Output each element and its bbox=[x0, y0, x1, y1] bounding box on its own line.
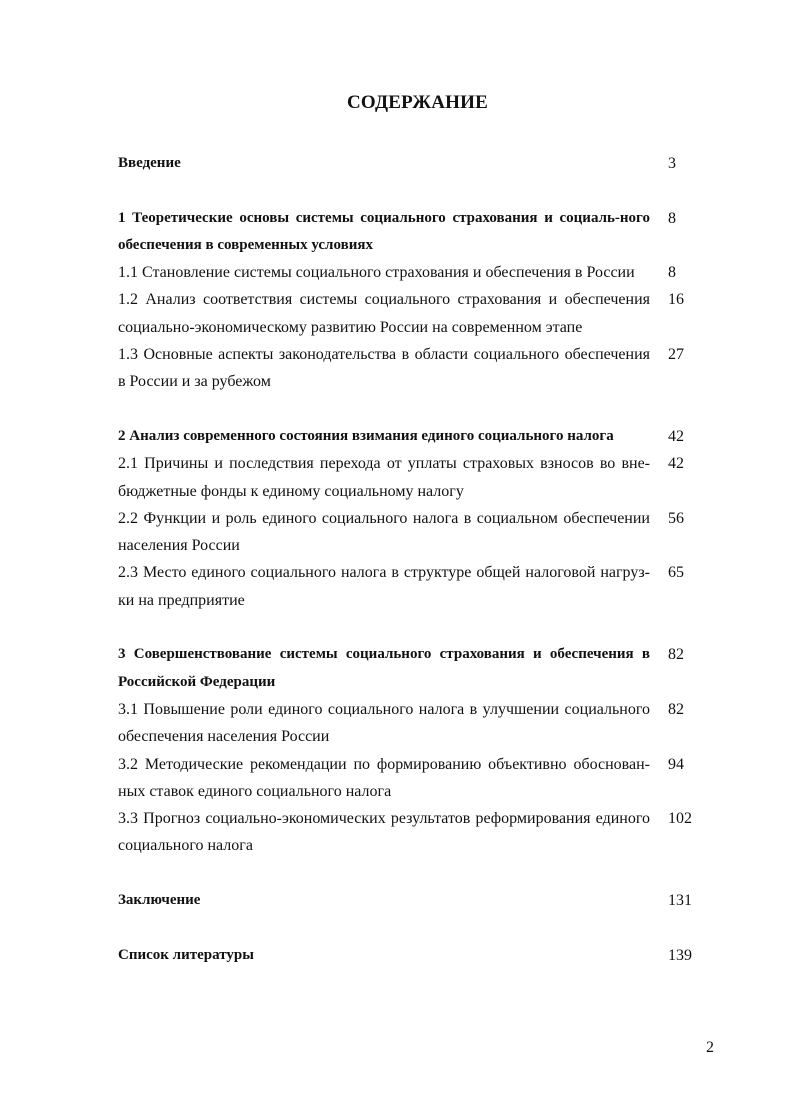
toc-entry-label: 1.1 Становление системы социального страхования и обеспечения в России bbox=[118, 264, 635, 282]
toc-entry-conclusion[interactable] bbox=[118, 887, 698, 914]
toc-entry-label: 2.2 Функции и роль единого социального налога в социальном обеспечении населения России bbox=[118, 509, 650, 555]
toc-entry-label: Список литературы bbox=[118, 946, 254, 963]
toc-entry-page: 3 bbox=[668, 155, 676, 172]
toc-entry-page: 8 bbox=[668, 209, 676, 227]
toc-entry-chapter-1[interactable] bbox=[118, 205, 698, 260]
toc-entry-page: 82 bbox=[668, 700, 684, 718]
toc-entry-label: Введение bbox=[118, 155, 181, 171]
toc-entry-page: 16 bbox=[668, 291, 684, 309]
toc-entry-section-2-2[interactable] bbox=[118, 505, 698, 560]
toc-entry-page: 102 bbox=[668, 810, 692, 828]
toc-entry-page: 56 bbox=[668, 509, 684, 527]
toc-entry-page: 42 bbox=[668, 427, 684, 445]
toc-entry-label: 1.3 Основные аспекты законодательства в области социального обеспечения в России и за рубежом bbox=[118, 346, 650, 391]
toc-entry-section-1-3[interactable] bbox=[118, 341, 698, 396]
toc-entry-page: 42 bbox=[668, 455, 684, 473]
toc-entry-label: Заключение bbox=[118, 892, 201, 909]
toc-entry-introduction[interactable] bbox=[118, 150, 698, 177]
toc-entry-section-3-1[interactable] bbox=[118, 696, 698, 751]
toc-entry-chapter-2[interactable] bbox=[118, 423, 698, 450]
toc-entry-page: 94 bbox=[668, 755, 684, 773]
toc-entry-label: 1.2 Анализ соответствия системы социального страхования и обеспечения социально-экономическому развитию России на современном этапе bbox=[118, 291, 650, 336]
toc-entry-label: 3 Совершенствование системы социального страхования и обеспечения в Российской Федерации bbox=[118, 646, 650, 690]
toc-entry-bibliography[interactable] bbox=[118, 942, 698, 969]
toc-entry-label: 2.1 Причины и последствия перехода от уплаты страховых взносов во вне-бюджетные фонды к единому социальному налогу bbox=[118, 455, 650, 500]
toc-entry-page: 65 bbox=[668, 564, 684, 582]
table-of-contents bbox=[118, 150, 698, 969]
toc-entry-page: 82 bbox=[668, 646, 684, 664]
toc-entry-chapter-3[interactable] bbox=[118, 641, 698, 696]
page-title: СОДЕРЖАНИЕ bbox=[347, 92, 488, 113]
toc-entry-label: 3.2 Методические рекомендации по формированию объективно обоснован-ных ставок единого социального налога bbox=[118, 755, 650, 800]
toc-entry-section-3-2[interactable] bbox=[118, 751, 698, 806]
toc-entry-page: 131 bbox=[668, 892, 692, 910]
toc-entry-section-3-3[interactable] bbox=[118, 805, 698, 860]
toc-entry-label: 3.1 Повышение роли единого социального налога в улучшении социального обеспечения населения России bbox=[118, 700, 650, 746]
toc-entry-page: 139 bbox=[668, 946, 692, 964]
toc-entry-label: 2 Анализ современного состояния взимания единого социального налога bbox=[118, 427, 614, 444]
toc-entry-section-2-1[interactable] bbox=[118, 450, 698, 505]
toc-entry-label: 3.3 Прогноз социально-экономических результатов реформирования единого социального налога bbox=[118, 810, 650, 855]
toc-entry-label: 2.3 Место единого социального налога в структуре общей налоговой нагруз-ки на предприятие bbox=[118, 564, 650, 609]
toc-entry-section-2-3[interactable] bbox=[118, 559, 698, 614]
toc-entry-page: 8 bbox=[668, 264, 676, 282]
toc-entry-page: 27 bbox=[668, 346, 684, 364]
toc-entry-label: 1 Теоретические основы системы социального страхования и социаль-ного обеспечения в современных условиях bbox=[118, 209, 650, 253]
page-number: 2 bbox=[706, 1039, 714, 1056]
toc-entry-section-1-2[interactable] bbox=[118, 286, 698, 341]
toc-entry-section-1-1[interactable] bbox=[118, 259, 698, 286]
